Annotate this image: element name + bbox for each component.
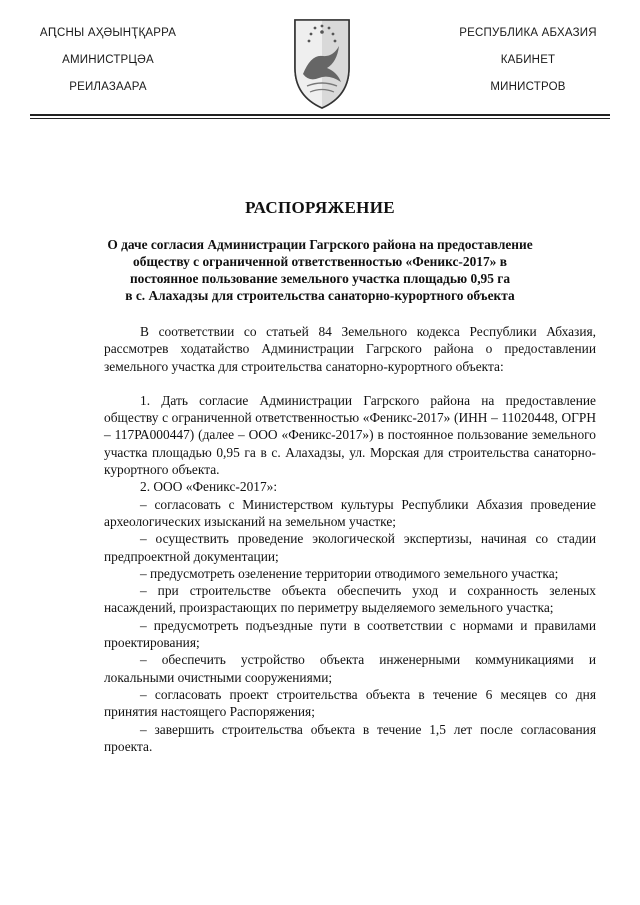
document-body [104,323,596,755]
letterhead-left-line-1: АԤСНЫ АҲӘЫНҬҚАРРА [39,27,177,39]
subject-line-1: О даче согласия Администрации Гагрского района на предоставление [107,237,533,252]
item-1-paragraph: 1. Дать согласие Администрации Гагрского района на предоставление обществу с ограниченной ответственностью «Феникс-2017» (ИНН – 11020448, ОГРН – 117РА000447) (далее – ООО «Феникс-2017») в постоянное пользование земельного участка площадью 0,95 га в с. Алахадзы, ул. Морская для строительства санаторно-курортного объекта. [104,392,596,478]
abkhazia-coat-of-arms-icon [293,16,351,110]
subject-line-3: постоянное пользование земельного участка площадью 0,95 га [129,271,511,286]
letterhead-left-line-3: РЕИЛАЗААРА [69,81,147,93]
letterhead-divider-thin [30,118,610,119]
item-2-point: – обеспечить устройство объекта инженерными коммуникациями и локальными очистными сооружениями; [104,652,596,685]
item-2-point: – при строительстве объекта обеспечить уход и сохранность зеленых насаждений, произрастающих по периметру выделяемого земельного участка; [104,583,596,616]
item-2-heading: 2. ООО «Феникс-2017»: [140,479,278,495]
item-2-point: – согласовать проект строительства объекта в течение 6 месяцев со дня принятия настоящего Распоряжения; [104,686,596,720]
item-2-point: – предусмотреть озеленение территории отводимого земельного участка; [140,565,559,581]
letterhead-left-abkhaz [8,26,208,107]
letterhead [0,0,640,120]
letterhead-divider-thick [30,114,610,116]
letterhead-right-line-2: КАБИНЕТ [500,54,556,66]
letterhead-right-line-1: РЕСПУБЛИКА АБХАЗИЯ [459,27,597,39]
item-2-point: – согласовать с Министерством культуры Республики Абхазия проведение археологических изысканий на земельном участке; [104,496,596,529]
subject-line-4: в с. Алахадзы для строительства санаторно-курортного объекта [125,288,515,303]
letterhead-right-russian [428,26,628,107]
preamble-paragraph: В соответствии со статьей 84 Земельного кодекса Республики Абхазия, рассмотрев ходатайство Администрации Гагрского района о предоставлении земельного участка для строительства санаторно-курортного объекта: [104,324,596,374]
document-subject [70,236,570,304]
subject-line-2: обществу с ограниченной ответственностью «Феникс-2017» в [133,254,507,269]
item-2-point: – осуществить проведение экологической экспертизы, начиная со стадии предпроектной документации; [104,531,596,564]
document-title: РАСПОРЯЖЕНИЕ [245,198,395,217]
letterhead-left-line-2: АМИНИСТРЦӘА [62,54,154,66]
item-2-point: – завершить строительства объекта в течение 1,5 лет после согласования проекта. [104,721,596,754]
letterhead-right-line-3: МИНИСТРОВ [490,81,566,93]
item-2-point: – предусмотреть подъездные пути в соответствии с нормами и правилами проектирования; [104,617,596,651]
